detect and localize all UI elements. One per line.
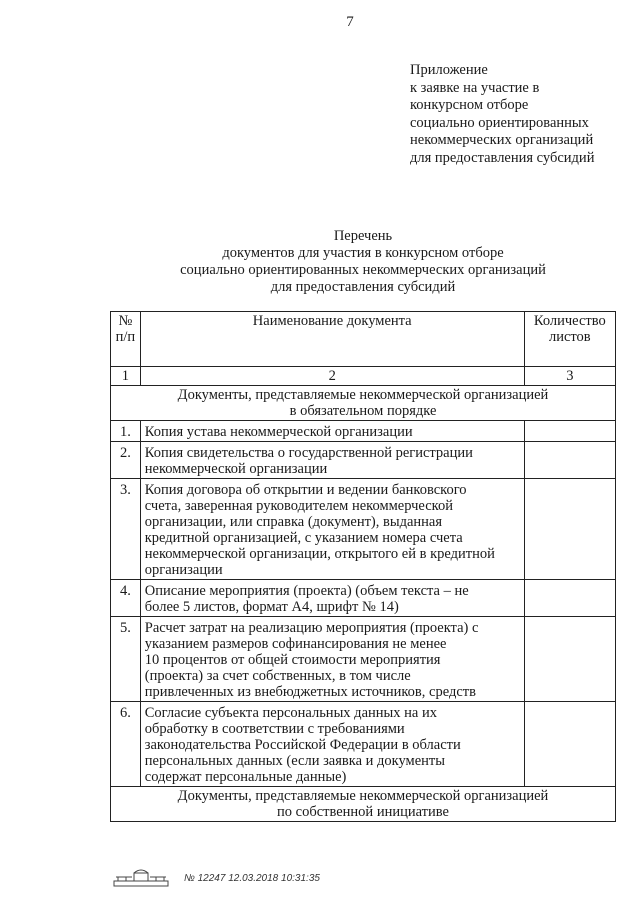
appendix-line: к заявке на участие в	[410, 79, 540, 96]
header-number: № п/п	[111, 312, 141, 367]
appendix-line: некоммерческих организаций	[410, 132, 594, 148]
row-sheet-count	[524, 479, 615, 580]
appendix-line: социально ориентированных	[410, 114, 589, 131]
table-row	[111, 421, 616, 442]
row-document-name: Копия договора об открытии и ведении банковского счета, заверенная руководителем некоммерческой организации, или справка (документ), выданная кредитной организацией, с указанием номера счета некоммерческой организации, открытого ей в кредитной организации	[140, 479, 524, 580]
section-optional-row	[111, 787, 616, 822]
header-document-name: Наименование документа	[140, 312, 524, 367]
registration-number: № 12247 12.03.2018 10:31:35	[184, 872, 320, 884]
documents-table	[110, 311, 616, 822]
row-number: 4.	[111, 580, 141, 617]
row-sheet-count	[524, 702, 615, 787]
row-sheet-count	[524, 442, 615, 479]
appendix-note	[410, 62, 594, 167]
row-document-name: Копия свидетельства о государственной регистрации некоммерческой организации	[140, 442, 524, 479]
table-row	[111, 702, 616, 787]
row-number: 3.	[111, 479, 141, 580]
row-document-name: Копия устава некоммерческой организации	[140, 421, 524, 442]
appendix-line: Приложение	[410, 62, 488, 78]
table-row	[111, 617, 616, 702]
appendix-line: конкурсном отборе	[410, 97, 529, 113]
title-line: социально ориентированных некоммерческих организаций	[180, 262, 546, 278]
index-cell: 2	[140, 367, 524, 386]
page-number: 7	[346, 14, 354, 30]
row-document-name: Расчет затрат на реализацию мероприятия (проекта) с указанием размеров софинансирования не менее 10 процентов от общей стоимости мероприятия (проекта) за счет собственных, в том числе привлеченных из внебюджетных источников, средств	[140, 617, 524, 702]
row-number: 6.	[111, 702, 141, 787]
table-row	[111, 479, 616, 580]
section-mandatory-heading: Документы, представляемые некоммерческой организацией в обязательном порядке	[111, 386, 616, 421]
table-index-row	[111, 367, 616, 386]
document-title	[0, 228, 640, 296]
row-number: 5.	[111, 617, 141, 702]
index-cell: 3	[524, 367, 615, 386]
title-line: документов для участия в конкурсном отборе	[222, 245, 504, 261]
row-sheet-count	[524, 580, 615, 617]
registration-footer	[112, 868, 320, 888]
title-line: Перечень	[333, 228, 393, 244]
registry-stamp-icon	[112, 868, 170, 888]
table-row	[111, 580, 616, 617]
title-line: для предоставления субсидий	[270, 279, 456, 295]
index-cell: 1	[111, 367, 141, 386]
row-sheet-count	[524, 421, 615, 442]
row-sheet-count	[524, 617, 615, 702]
row-number: 1.	[111, 421, 141, 442]
row-number: 2.	[111, 442, 141, 479]
section-mandatory-row	[111, 386, 616, 421]
row-document-name: Описание мероприятия (проекта) (объем текста – не более 5 листов, формат А4, шрифт № 14)	[140, 580, 524, 617]
appendix-line: для предоставления субсидий	[410, 149, 595, 166]
section-optional-heading: Документы, представляемые некоммерческой организацией по собственной инициативе	[111, 787, 616, 822]
table-header-row	[111, 312, 616, 367]
table-row	[111, 442, 616, 479]
row-document-name: Согласие субъекта персональных данных на их обработку в соответствии с требованиями законодательства Российской Федерации в области персональных данных (если заявка и документы содержат персональные данные)	[140, 702, 524, 787]
header-sheet-count: Количество листов	[524, 312, 615, 367]
